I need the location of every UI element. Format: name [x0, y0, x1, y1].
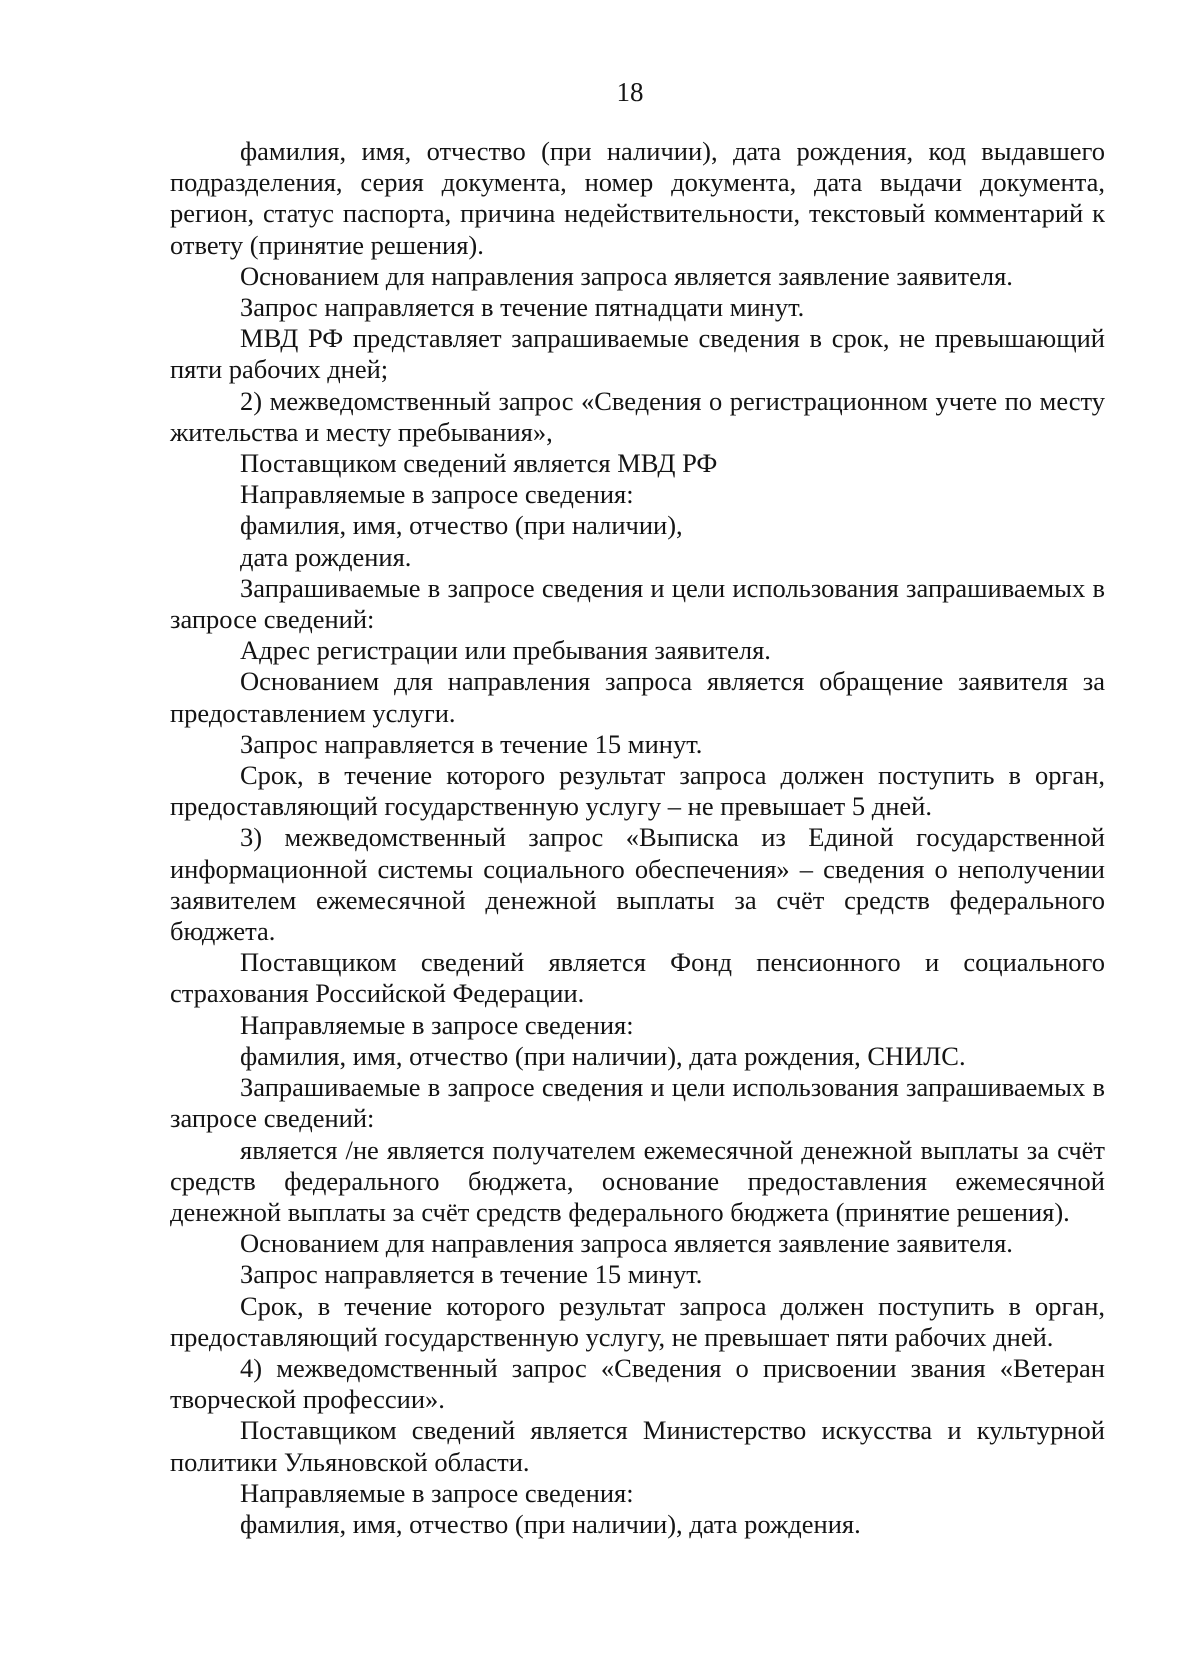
paragraph: является /не является получателем ежемесячной денежной выплаты за счёт средств федерального бюджета, основание предоставления ежемесячной денежной выплаты за счёт средств федерального бюджета (принятие решения). — [170, 1134, 1105, 1227]
paragraph: Запрашиваемые в запросе сведения и цели использования запрашиваемых в запросе сведений: — [170, 1072, 1105, 1134]
paragraph: фамилия, имя, отчество (при наличии), дата рождения. — [240, 1508, 861, 1539]
paragraph: Основанием для направления запроса является обращение заявителя за предоставлением услуги. — [170, 666, 1105, 728]
paragraph: фамилия, имя, отчество (при наличии), дата рождения, СНИЛС. — [240, 1040, 966, 1071]
paragraph: Поставщиком сведений является МВД РФ — [240, 448, 718, 479]
document-body — [170, 136, 1105, 1540]
paragraph: Основанием для направления запроса является заявление заявителя. — [240, 260, 1013, 291]
paragraph: Основанием для направления запроса является заявление заявителя. — [240, 1228, 1013, 1259]
paragraph: Направляемые в запросе сведения: — [240, 1009, 634, 1040]
paragraph: Поставщиком сведений является Фонд пенсионного и социального страхования Российской Федерации. — [170, 947, 1105, 1009]
paragraph: Направляемые в запросе сведения: — [240, 479, 634, 510]
paragraph: Адрес регистрации или пребывания заявителя. — [240, 635, 771, 666]
paragraph: 2) межведомственный запрос «Сведения о регистрационном учете по месту жительства и месту пребывания», — [170, 385, 1105, 447]
paragraph: Запрос направляется в течение 15 минут. — [240, 1259, 703, 1290]
paragraph: Срок, в течение которого результат запроса должен поступить в орган, предоставляющий государственную услугу, не превышает пяти рабочих дней. — [170, 1290, 1105, 1352]
paragraph: Запрос направляется в течение 15 минут. — [240, 728, 703, 759]
paragraph: 3) межведомственный запрос «Выписка из Единой государственной информационной системы социального обеспечения» – сведения о неполучении заявителем ежемесячной денежной выплаты за счёт средств федерального бюджета. — [170, 822, 1105, 947]
paragraph: Поставщиком сведений является Министерство искусства и культурной политики Ульяновской области. — [170, 1415, 1105, 1477]
paragraph: МВД РФ представляет запрашиваемые сведения в срок, не превышающий пяти рабочих дней; — [170, 323, 1105, 385]
paragraph: фамилия, имя, отчество (при наличии), — [240, 510, 683, 541]
paragraph: дата рождения. — [240, 541, 412, 572]
paragraph: Запрашиваемые в запросе сведения и цели использования запрашиваемых в запросе сведений: — [170, 572, 1105, 635]
paragraph: Запрос направляется в течение пятнадцати минут. — [240, 292, 805, 323]
paragraph: Срок, в течение которого результат запроса должен поступить в орган, предоставляющий государственную услугу – не превышает 5 дней. — [170, 760, 1105, 822]
paragraph: фамилия, имя, отчество (при наличии), дата рождения, код выдавшего подразделения, серия документа, номер документа, дата выдачи документа, регион, статус паспорта, причина недействительности, текстовый комментарий к ответу (принятие решения). — [170, 136, 1105, 260]
paragraph: Направляемые в запросе сведения: — [240, 1477, 634, 1508]
page-number: 18 — [616, 77, 644, 107]
paragraph: 4) межведомственный запрос «Сведения о присвоении звания «Ветеран творческой профессии». — [170, 1352, 1105, 1415]
